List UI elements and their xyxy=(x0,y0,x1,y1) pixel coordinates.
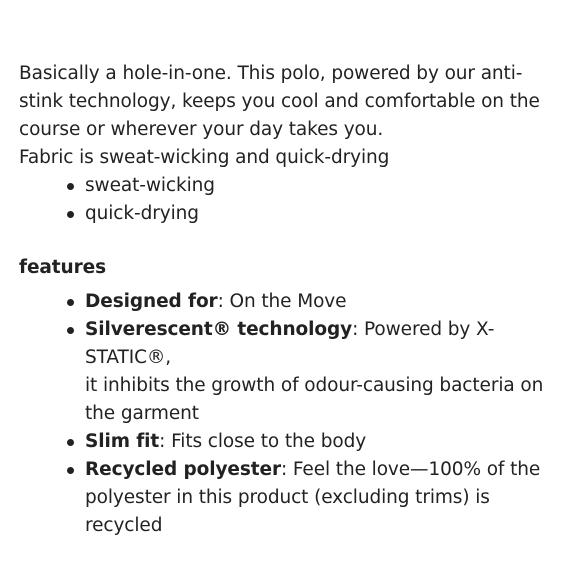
feature-item xyxy=(67,456,564,540)
intro-line: Basically a hole-in-one. This polo, powered by our anti- xyxy=(19,63,523,84)
feature-item xyxy=(67,288,564,316)
feature-desc: : Powered by X-STATIC®, xyxy=(85,319,495,368)
intro-line: stink technology, keeps you cool and comfortable on the xyxy=(19,91,540,112)
feature-desc: : On the Move xyxy=(217,291,347,312)
feature-desc: : Fits close to the body xyxy=(159,431,367,452)
fabric-bullet-list xyxy=(19,172,564,228)
intro-paragraph xyxy=(19,60,564,172)
feature-item xyxy=(67,316,564,428)
feature-name: Recycled polyester xyxy=(85,459,281,480)
feature-desc: recycled xyxy=(85,515,163,536)
fabric-bullet: quick-drying xyxy=(67,200,564,228)
features-list xyxy=(19,288,564,540)
features-heading: features xyxy=(19,257,106,278)
feature-name: Designed for xyxy=(85,291,218,312)
fabric-line: Fabric is sweat-wicking and quick-drying xyxy=(19,147,390,168)
feature-name: Slim fit xyxy=(85,431,160,452)
feature-item xyxy=(67,428,564,456)
product-description xyxy=(19,60,564,540)
feature-desc: polyester in this product (excluding trims) is xyxy=(85,487,490,508)
feature-name: Silverescent® technology xyxy=(85,319,353,340)
feature-desc: : Feel the love—100% of the xyxy=(280,459,541,480)
intro-line: course or wherever your day takes you. xyxy=(19,119,384,140)
feature-desc: it inhibits the growth of odour-causing bacteria on xyxy=(85,375,544,396)
feature-desc: the garment xyxy=(85,403,199,424)
fabric-bullet: sweat-wicking xyxy=(67,172,564,200)
